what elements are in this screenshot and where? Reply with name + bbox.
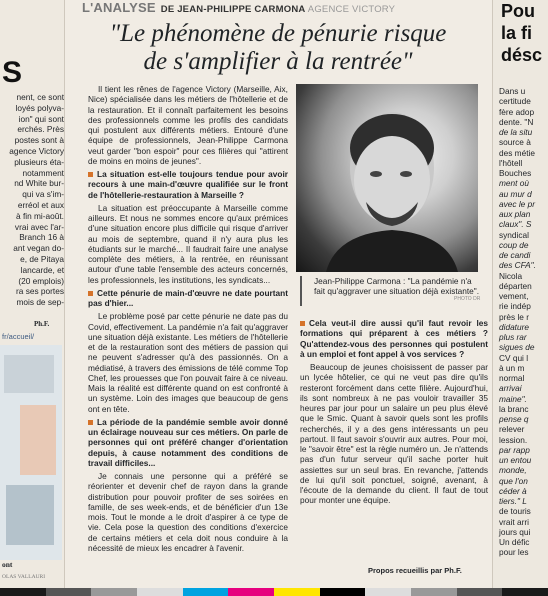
left-text-line: (20 emplois) [18,275,64,286]
right-text-line: vrait arri [499,516,529,527]
article [68,0,488,596]
right-text-line: maine". [499,393,527,404]
rubric-tag: L'ANALYSE [82,0,156,15]
section-square-icon [88,420,93,425]
left-photo [0,345,62,560]
paragraph: Je connais une personne qui a préféré se réorienter et devenir chef de rayon dans la grande distribution pour pouvoir profiter de ses soirées en famille, de ses week-ends, et de bénéficier d'un 13e mois. Tout le monde a le droit d'aspirer à ce type de vie. Cela pose la question des conditions d'exercice de certains métiers et cela doit nous conduire à la nécessité de mieux les encadrer à l'avenir. [88,471,288,553]
right-text-line: près le r [499,311,529,322]
right-text-line: des CFA". [499,260,536,271]
right-text-line: relever [499,424,525,435]
left-caption: ont [2,560,13,569]
left-text-line: erchés. Près [17,124,64,135]
right-text-line: plus rar [499,332,527,342]
right-text-line: de touris [499,506,531,517]
right-text-line: certitude [499,96,531,107]
right-text-line: de candi [499,250,531,260]
photo-caption: Jean-Philippe Carmona : "La pandémie n'a fait qu'aggraver une situation déjà existante". [314,276,480,296]
portrait-photo [296,84,478,272]
left-column-fragment [0,0,65,596]
question [88,417,288,468]
right-title-line: désc [501,45,543,65]
left-text-line: ant vegan do- [13,243,64,254]
right-text-line: fère adop [499,106,535,117]
right-text-line: la branc [499,403,529,414]
right-text-line: Un défic [499,537,530,547]
question-text: Cela veut-il dire aussi qu'il faut revoir les formations qui préparent à ces métiers ? Qu'attendez-vous des personnes qui postulent à un emploi et font appel à vos services ? [300,318,488,359]
question [300,318,488,359]
rubric-line [82,0,397,15]
right-title-line: la fi [501,23,533,43]
right-text-line: coup de [499,239,529,250]
right-text-line: aux plan [499,209,531,219]
left-text-line: plusieurs éta- [14,156,64,167]
left-text-line: postes sont à [14,135,64,146]
right-text-line: claux". S [499,219,532,230]
right-text-line: départen [499,280,532,291]
left-text-line: ion" qui sont [18,113,64,124]
left-photo-credit: OLAS VALLAURI [2,574,46,580]
headline [68,20,488,76]
color-calibration-strip [0,588,548,596]
left-text-line: e, de Pitaya [20,254,64,264]
paragraph: Beaucoup de jeunes choisissent de passer par un lycée hôtelier, ce qui ne veut pas dire qu'ils resteront forcément dans cette filière. Aujourd'hui, ils sont nombreux à ne pas vouloir travailler 35 heures par jour pour un salaire un peu plus élevé que le Smic. Quant à savoir quels sont les profils recherchés, il y a des gens intéressants un peu partout. Il faut savoir s'ouvrir aux autres. Pour moi, le "savoir être" est la règle numéro un. Je n'attends pas d'un futur serveur qu'il sache porter huit assiettes sur un seul bras. En revanche, j'attends de lui qu'il soit ponctuel, soigné, avenant, à l'écoute de la demande du client. Il faut de tout pour monter une équipe. [300,362,488,506]
left-text-line: lancarde, et [20,264,64,275]
right-text-line: didature [499,321,529,332]
portrait-illustration [296,84,478,272]
left-text-line: nent, ce sont [16,92,64,102]
right-text-line: Dans u [499,86,526,96]
right-text-line: tiers." L [499,496,527,506]
right-text-line: rie indép [499,301,531,312]
caption-rule [300,276,302,306]
photo-region [6,485,54,545]
headline-line-2: de s'amplifier à la rentrée" [143,48,413,75]
left-text-line: ra ses portes [16,286,64,297]
question [88,288,288,309]
right-title-line: Pou [501,1,535,21]
left-text-line: mois de sep- [16,297,64,308]
right-text-line: source à [499,137,531,148]
left-text-line: à fin mi-août. [16,210,64,221]
right-text-line: arrivai [499,383,522,394]
question [88,169,288,200]
right-text-line: syndical [499,229,529,240]
paragraph: La situation est préoccupante à Marseille comme ailleurs. Et nous ne sommes encore qu'aux prémices d'une situation encore plus difficile qui risque d'arriver au mois de septembre, quand il n'y aura plus les étudiants sur le marché... Il faudrait faire une analyse complète des métiers, à la rentrée, en réunissant autour d'une table l'ensemble des acteurs concernés, les professionnels, les institutions, les syndicats... [88,202,288,285]
left-headline-fragment: S [2,56,23,89]
headline-line-1: "Le phénomène de pénurie risque [109,20,447,47]
right-text-line: par rapp [499,444,530,455]
right-text-line: normal [499,373,525,383]
left-url: fr/accueil/ [2,332,35,341]
right-text-line: un entou [499,455,532,465]
article-column-2 [300,318,488,509]
question-text: La situation est-elle toujours tendue pour avoir recours à une main-d'œuvre qualifiée sur le front de l'hôtellerie-restauration à Marseille ? [88,169,288,200]
signature: Propos recueillis par Ph.F. [368,566,462,575]
article-column-1 [88,84,288,556]
right-text-line: avec le pr [499,198,535,209]
right-column-fragment [492,0,548,596]
left-text-line: erréol et aux [17,200,64,210]
right-text-line: jours qui [499,526,531,537]
section-square-icon [300,321,305,326]
right-text-line: CV qui l [499,352,529,363]
right-text-line: au mur d [499,188,532,199]
right-text-line: l'hôtell [499,157,523,168]
right-headline-fragment [501,0,542,66]
right-text-line: pour les [499,547,529,558]
left-text-line: notamment [22,167,64,178]
right-text-line: monde, [499,465,527,476]
photo-region [4,355,54,393]
left-text-line: qui va s'im- [22,189,64,200]
right-text-line: céder à [499,485,527,496]
paragraph: Le problème posé par cette pénurie ne date pas du Covid, effectivement. La pandémie n'a fait qu'aggraver une situation déjà existante. Les métiers de l'hôtellerie et de la restauration sont des métiers de passion qui ne peuvent s'adresser qu'à des passionnés. On a médiatisé, à travers des émissions de télé comme Top Chef, les prouesses que l'on pouvait faire à ce niveau. Mais la réalité est différente quand on est confronté à un système. Loin des images que beaucoup de gens ont en tête. [88,311,288,414]
right-text-line: à un m [499,362,525,373]
right-text-line: dente. "N [499,116,534,127]
right-text-line: vement, [499,291,529,301]
right-text-line: que l'on [499,475,528,486]
rubric-author: DE JEAN-PHILIPPE CARMONA [160,4,306,15]
photo-region [20,405,56,475]
left-text-line: agence Victory [9,146,64,156]
left-text-line: vrai avec l'ar- [14,221,64,232]
left-text-line: nd White bur- [14,178,64,189]
photo-credit: PHOTO DR [454,296,481,302]
left-text-line: loyés polyva- [15,102,64,113]
left-text-line: Branch 16 à [19,232,64,243]
right-text-line: Nicola [499,270,523,281]
right-text-line: des métie [499,147,535,158]
question-text: Cette pénurie de main-d'œuvre ne date pourtant pas d'hier... [88,287,288,308]
right-text-line: Bouches [499,168,532,178]
right-text-line: ment où [499,178,529,189]
right-text-line: sigues de [499,342,535,353]
section-square-icon [88,291,93,296]
paragraph: Il tient les rênes de l'agence Victory (Marseille, Aix, Nice) spécialisée dans les métiers de l'hôtellerie et de la restauration. Et il connaît parfaitement les besoins des professionnels comme les profils des candidats qui postulent aux différents métiers. Entouré d'une équipe de professionnels, Jean-Philippe Carmona veut garder "bon espoir" pour ces filières qui "attirent de moins en moins de jeunes". [88,84,288,166]
question-text: La période de la pandémie semble avoir donné un éclairage nouveau sur ces métiers. On parle de personnes qui ont préféré changer d'orientation depuis, à cause notamment des conditions de travail difficiles... [88,416,288,468]
right-text-line: pense q [499,414,529,424]
left-signature: Ph.F. [34,320,50,328]
rubric-agency: AGENCE VICTORY [307,4,396,15]
section-square-icon [88,172,93,177]
right-text-line: lession. [499,434,528,445]
right-text-line: de la situ [499,127,533,137]
